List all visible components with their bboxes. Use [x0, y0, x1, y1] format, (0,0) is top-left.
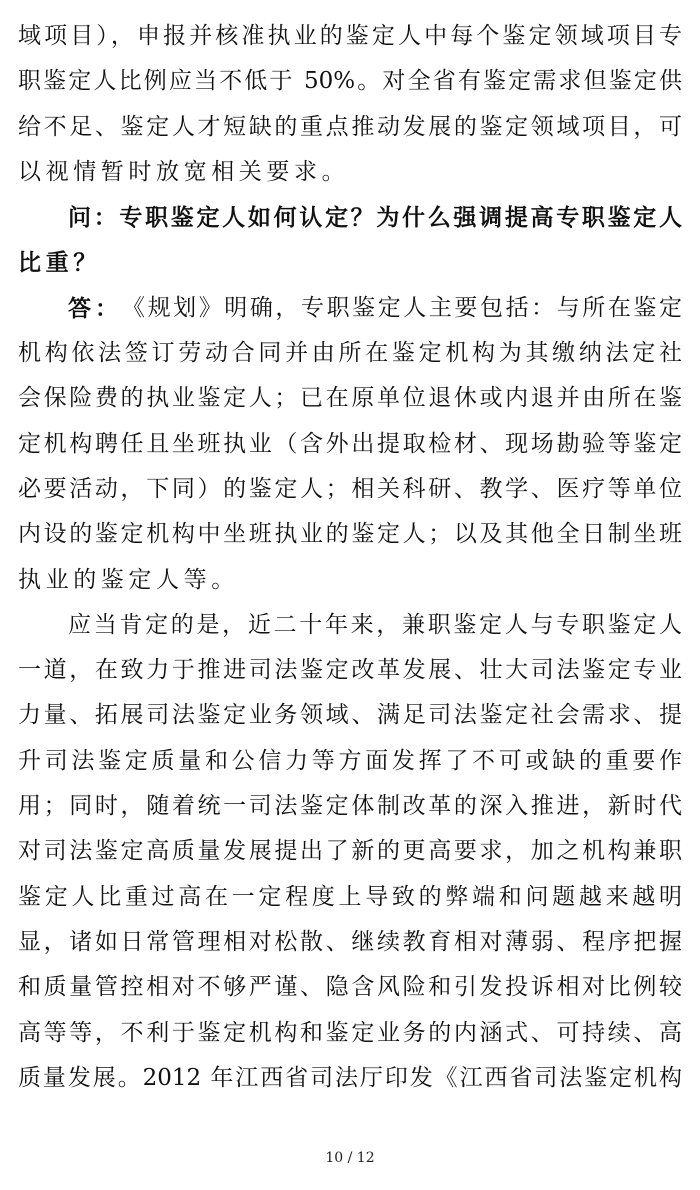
text-line: 问：专职鉴定人如何认定？为什么强调提高专职鉴定人: [68, 204, 682, 232]
text-line: 应当肯定的是，近二十年来，兼职鉴定人与专职鉴定人: [68, 611, 682, 638]
text-line: 域项目），申报并核准执业的鉴定人中每个鉴定领域项目专: [18, 23, 682, 49]
text-line: 高等等，不利于鉴定机构和鉴定业务的内涵式、可持续、高: [18, 1019, 682, 1046]
text-line: 显，诸如日常管理相对松散、继续教育相对薄弱、程序把握: [18, 928, 682, 955]
text-line: 以视情暂时放宽相关要求。: [18, 158, 350, 185]
document-body: [18, 14, 682, 1101]
text-line: 执业的鉴定人等。: [18, 566, 239, 593]
paragraph-continuation: [18, 14, 682, 195]
text-line: 会保险费的执业鉴定人；已在原单位退休或内退并由所在鉴: [18, 385, 682, 412]
text-line: 机构依法签订劳动合同并由所在鉴定机构为其缴纳法定社: [18, 340, 682, 367]
text-line: 必要活动，下同）的鉴定人；相关科研、教学、医疗等单位: [18, 475, 682, 502]
text-line: 质量发展。2012 年江西省司法厅印发《江西省司法鉴定机构: [18, 1064, 682, 1091]
text-line: 升司法鉴定质量和公信力等方面发挥了不可或缺的重要作: [18, 747, 682, 774]
text-line: 和质量管控相对不够严谨、隐含风险和引发投诉相对比例较: [18, 974, 682, 1001]
text-line: 力量、拓展司法鉴定业务领域、满足司法鉴定社会需求、提: [18, 702, 682, 729]
text-line: 比重？: [18, 249, 101, 277]
text-line: 一道，在致力于推进司法鉴定改革发展、壮大司法鉴定专业: [18, 657, 682, 684]
answer-paragraph: [18, 286, 682, 603]
text-line: [18, 286, 682, 331]
text-line: 鉴定人比重过高在一定程度上导致的弊端和问题越来越明: [18, 883, 682, 910]
text-line-content: 《规划》明确，专职鉴定人主要包括：与所在鉴定: [122, 294, 682, 321]
text-line: 定机构聘任且坐班执业（含外出提取检材、现场勘验等鉴定: [18, 430, 682, 457]
text-line: 职鉴定人比例应当不低于 50%。对全省有鉴定需求但鉴定供: [18, 68, 682, 95]
answer-label: 答：: [68, 294, 122, 322]
text-line: 用；同时，随着统一司法鉴定体制改革的深入推进，新时代: [18, 793, 682, 820]
body-paragraph: [18, 603, 682, 1101]
text-line: 对司法鉴定高质量发展提出了新的更高要求，加之机构兼职: [18, 838, 682, 865]
text-line: 内设的鉴定机构中坐班执业的鉴定人；以及其他全日制坐班: [18, 521, 682, 548]
page-number: 10 / 12: [325, 1150, 375, 1166]
text-line: 给不足、鉴定人才短缺的重点推动发展的鉴定领域项目，可: [18, 113, 682, 140]
question-heading: [18, 195, 682, 286]
